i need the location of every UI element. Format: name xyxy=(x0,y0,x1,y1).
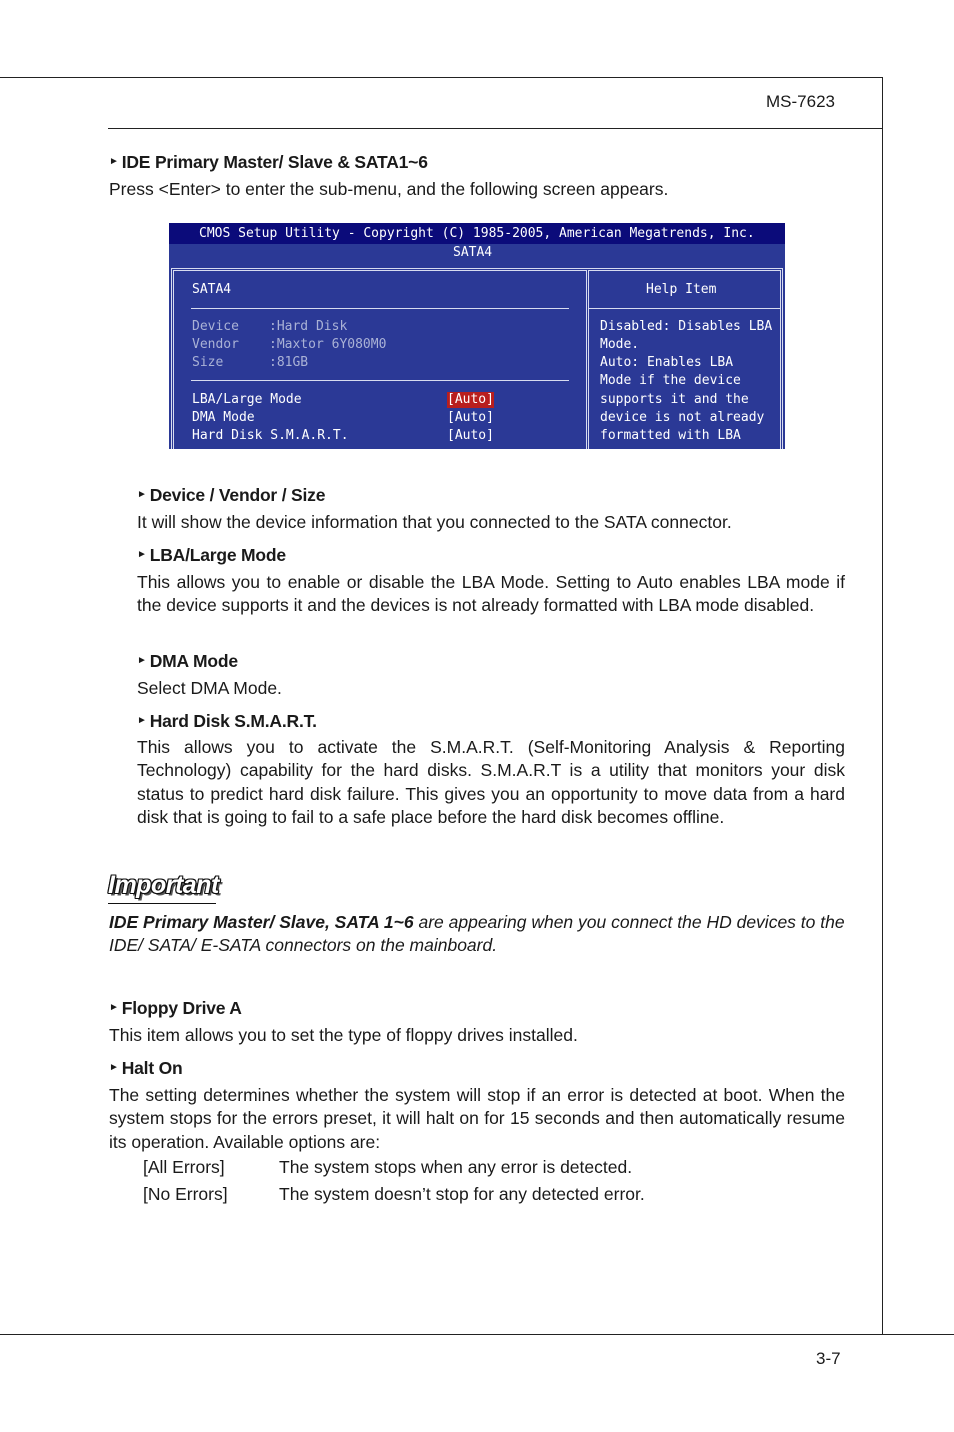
section-title: Floppy Drive A xyxy=(121,998,242,1018)
section-heading-device xyxy=(137,485,325,506)
option-name: [No Errors] xyxy=(143,1184,228,1204)
bios-setting-label: DMA Mode xyxy=(192,410,255,425)
bios-subtitle: SATA4 xyxy=(453,245,493,260)
section-body-ide: Press <Enter> to enter the sub-menu, and the following screen appears. xyxy=(109,179,669,199)
section-body-halt: The setting determines whether the system will stop if an error is detected at boot. When the system stops for the errors preset, it will halt on for 15 seconds and then automatically resume its operation. Available options are: xyxy=(109,1085,845,1152)
triangle-bullet-icon: ► xyxy=(137,489,147,500)
section-title: DMA Mode xyxy=(149,651,238,671)
section-heading-floppy xyxy=(109,998,242,1019)
section-body-floppy: This item allows you to set the type of floppy drives installed. xyxy=(109,1025,578,1045)
header-rule-bottom xyxy=(108,128,883,129)
bios-help-title-divider xyxy=(589,308,780,309)
section-title: Halt On xyxy=(121,1058,183,1078)
section-title: LBA/Large Mode xyxy=(149,545,286,565)
option-desc: The system doesn’t stop for any detected error. xyxy=(279,1184,645,1204)
bios-info-value: :Hard Disk xyxy=(269,319,348,334)
bios-help-line: Disabled: Disables LBA xyxy=(600,319,773,334)
bios-info-value: :81GB xyxy=(269,355,309,370)
section-heading-dma xyxy=(137,651,238,672)
bios-info-value: :Maxtor 6Y080M0 xyxy=(269,337,387,352)
section-body-device: It will show the device information that you connected to the SATA connector. xyxy=(137,512,732,532)
important-note xyxy=(109,911,847,958)
section-body-lba: This allows you to enable or disable the LBA Mode. Setting to Auto enables LBA mode if the device supports it and the devices is not already formatted with LBA mode disabled. xyxy=(137,572,845,616)
option-name: [All Errors] xyxy=(143,1157,225,1177)
right-margin-rule xyxy=(882,77,883,1335)
bios-divider xyxy=(191,308,569,309)
section-body-dma: Select DMA Mode. xyxy=(137,678,282,698)
bios-setting-label: Hard Disk S.M.A.R.T. xyxy=(192,428,349,443)
section-title: Hard Disk S.M.A.R.T. xyxy=(149,711,317,731)
bios-help-line: Auto: Enables LBA xyxy=(600,355,734,370)
triangle-bullet-icon: ► xyxy=(137,549,147,560)
important-note-bold: IDE Primary Master/ Slave, SATA 1~6 xyxy=(109,912,414,932)
triangle-bullet-icon: ► xyxy=(137,655,147,666)
bios-screenshot xyxy=(169,223,785,449)
bios-info-label: Device xyxy=(192,319,239,334)
important-label: Important xyxy=(108,871,219,899)
bios-setting-label: LBA/Large Mode xyxy=(192,392,302,407)
bios-setting-value[interactable]: [Auto] xyxy=(447,428,494,443)
bios-panel-title: SATA4 xyxy=(192,282,232,297)
section-heading-lba xyxy=(137,545,286,566)
bios-help-line: Mode. xyxy=(600,337,640,352)
section-body-smart: This allows you to activate the S.M.A.R.T. (Self-Monitoring Analysis & Reporting Technology) capability for the hard disks. S.M.A.R.T is a utility that monitors your disk status to predict hard disk failure. This gives you an opportunity to move data from a hard disk that is going to fail to a safe place before the hard disk becomes offline. xyxy=(137,737,845,827)
triangle-bullet-icon: ► xyxy=(109,1062,119,1073)
bios-info-label: Vendor xyxy=(192,337,239,352)
bios-setting-value-selected[interactable]: [Auto] xyxy=(447,392,494,407)
triangle-bullet-icon: ► xyxy=(109,1002,119,1013)
bios-divider xyxy=(191,380,569,381)
bios-setting-value[interactable]: [Auto] xyxy=(447,410,494,425)
header-rule-top xyxy=(0,77,883,78)
bios-help-line: Mode if the device xyxy=(600,373,741,388)
option-desc: The system stops when any error is detected. xyxy=(279,1157,633,1177)
bios-info-label: Size xyxy=(192,355,224,370)
section-title: Device / Vendor / Size xyxy=(149,485,326,505)
bios-help-line: formatted with LBA xyxy=(600,428,741,443)
bios-help-line: supports it and the xyxy=(600,392,749,407)
footer-rule xyxy=(0,1334,954,1335)
bios-help-title: Help Item xyxy=(646,282,717,297)
triangle-bullet-icon: ► xyxy=(109,156,119,167)
bios-help-line: device is not already xyxy=(600,410,765,425)
header-model: MS-7623 xyxy=(766,92,835,111)
page-number: 3-7 xyxy=(816,1349,841,1368)
section-heading-halt xyxy=(109,1058,183,1079)
important-note-text: are appearing when you connect the HD devices to the IDE/ SATA/ E-SATA connectors on the mainboard. xyxy=(109,912,845,956)
important-underline xyxy=(108,903,216,904)
section-title: IDE Primary Master/ Slave & SATA1~6 xyxy=(121,152,428,172)
section-heading-smart xyxy=(137,711,317,732)
section-heading-ide xyxy=(109,152,428,173)
triangle-bullet-icon: ► xyxy=(137,715,147,726)
bios-title: CMOS Setup Utility - Copyright (C) 1985-2005, American Megatrends, Inc. xyxy=(199,226,755,241)
